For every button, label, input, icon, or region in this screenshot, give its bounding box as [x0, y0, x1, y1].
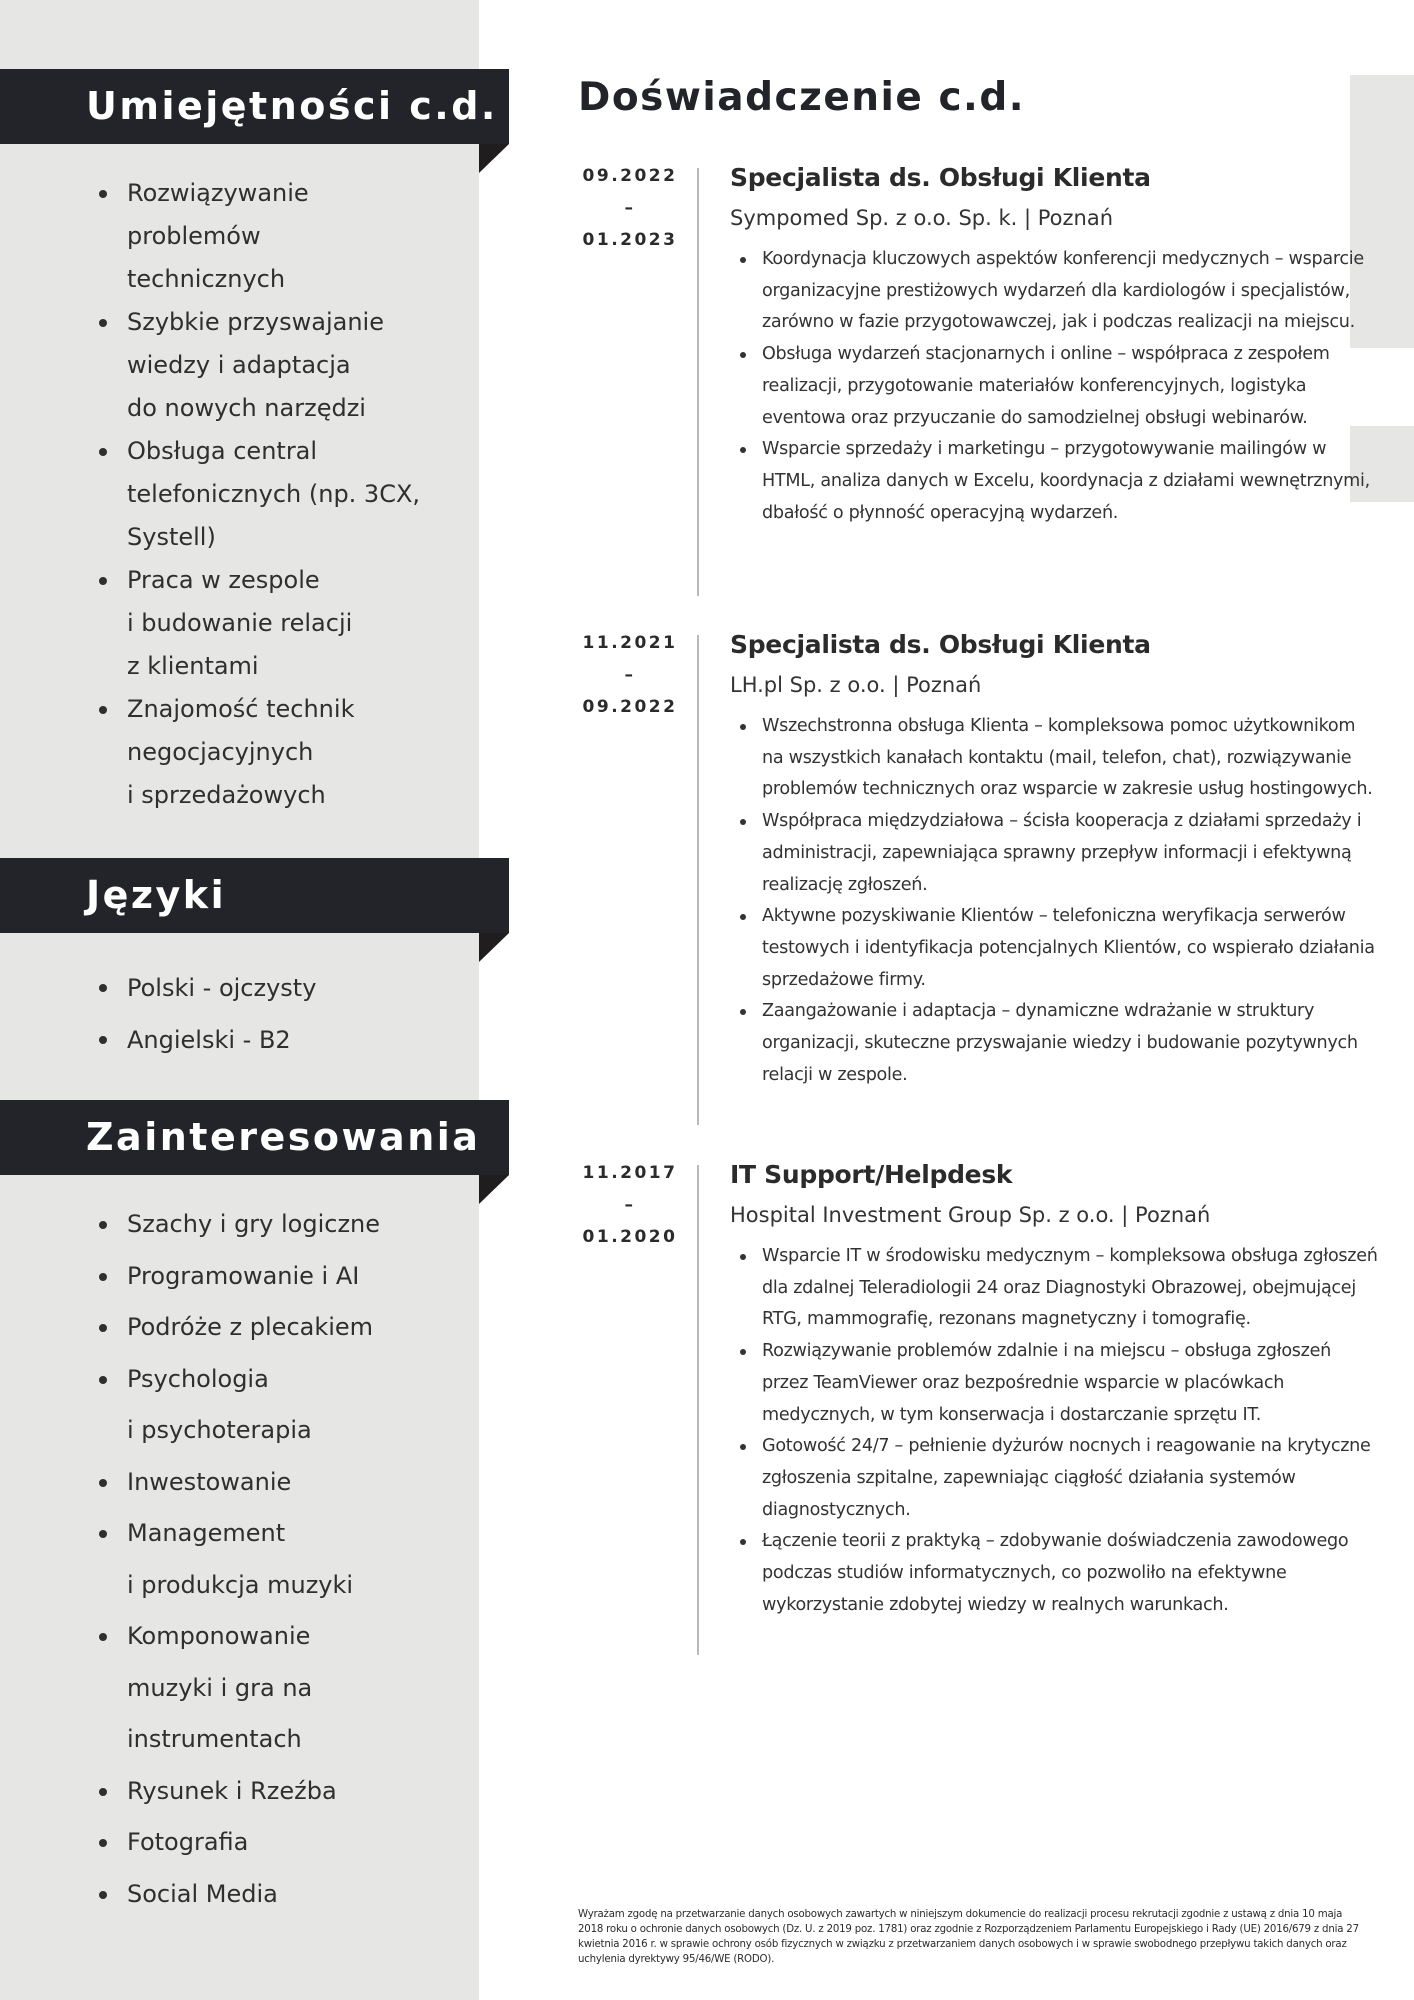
skill-item: Praca w zespole i budowanie relacji z klientami: [0, 559, 427, 688]
job-bullet: Wszechstronna obsługa Klienta – kompleksowa pomoc użytkownikom na wszystkich kanałach kontaktu (mail, telefon, chat), rozwiązywanie problemów technicznych oraz wsparcie w zakresie usług hostingowych.: [730, 711, 1380, 806]
skill-item: Obsługa central telefonicznych (np. 3CX, Systell): [0, 430, 427, 559]
job-bullets: [730, 711, 1380, 1091]
interest-item: Management i produkcja muzyki: [0, 1508, 427, 1611]
ribbon-fold-decoration: [479, 1175, 509, 1204]
languages-list: [0, 962, 427, 1066]
skill-item: Szybkie przyswajanie wiedzy i adaptacja do nowych narzędzi: [0, 301, 427, 430]
interest-item: Inwestowanie: [0, 1457, 427, 1509]
date-to: 01.2023: [582, 230, 678, 250]
job-bullet: Wsparcie IT w środowisku medycznym – kompleksowa obsługa zgłoszeń dla zdalnej Teleradiologii 24 oraz Diagnostyki Obrazowej, obejmującej RTG, mammografię, rezonans magnetyczny i tomografię.: [730, 1241, 1380, 1336]
ribbon-fold-decoration: [479, 933, 509, 962]
job-bullet: Koordynacja kluczowych aspektów konferencji medycznych – wsparcie organizacyjne prestiżowych wydarzeń dla kardiologów i specjalistów, zarówno w fazie przygotowawczej, jak i podczas realizacji na miejscu.: [730, 244, 1380, 339]
job-company: Sympomed Sp. z o.o. Sp. k. | Poznań: [730, 206, 1114, 230]
date-from: 09.2022: [582, 166, 678, 186]
skill-item: Znajomość technik negocjacyjnych i sprzedażowych: [0, 688, 427, 817]
ribbon-fold-decoration: [479, 144, 509, 173]
interest-item: Programowanie i AI: [0, 1251, 427, 1303]
date-to: 09.2022: [582, 697, 678, 717]
interest-item: Komponowanie muzyki i gra na instrumentach: [0, 1611, 427, 1766]
timeline-line: [697, 1165, 699, 1655]
job-company: LH.pl Sp. z o.o. | Poznań: [730, 673, 982, 697]
interest-item: Psychologia i psychoterapia: [0, 1354, 427, 1457]
job-bullets: [730, 244, 1380, 529]
interest-item: Fotografia: [0, 1817, 427, 1869]
interest-item: Social Media: [0, 1869, 427, 1921]
job-bullets: [730, 1241, 1380, 1621]
interest-item: Podróże z plecakiem: [0, 1302, 427, 1354]
interest-item: Szachy i gry logiczne: [0, 1199, 427, 1251]
job-title: Specjalista ds. Obsługi Klienta: [730, 630, 1151, 659]
job-dates: [560, 1157, 700, 1253]
date-separator: –: [624, 1195, 636, 1215]
date-from: 11.2021: [582, 633, 678, 653]
date-separator: –: [624, 665, 636, 685]
job-bullet: Łączenie teorii z praktyką – zdobywanie doświadczenia zawodowego podczas studiów informatycznych, co pozwoliło na efektywne wykorzystanie zdobytej wiedzy w realnych warunkach.: [730, 1526, 1380, 1621]
job-details: [730, 160, 1380, 529]
job-title: IT Support/Helpdesk: [730, 1160, 1013, 1189]
job-title: Specjalista ds. Obsługi Klienta: [730, 163, 1151, 192]
job-bullet: Gotowość 24/7 – pełnienie dyżurów nocnych i reagowanie na krytyczne zgłoszenia szpitalne, zapewniając ciągłość działania systemów diagnostycznych.: [730, 1431, 1380, 1526]
interests-section-header: Zainteresowania: [0, 1100, 509, 1175]
timeline-line: [697, 168, 699, 596]
skills-section-header: Umiejętności c.d.: [0, 69, 509, 144]
job-bullet: Wsparcie sprzedaży i marketingu – przygotowywanie mailingów w HTML, analiza danych w Excelu, koordynacja z działami wewnętrznymi, dbałość o płynność operacyjną wydarzeń.: [730, 434, 1380, 529]
job-details: [730, 627, 1380, 1091]
date-separator: –: [624, 198, 636, 218]
gdpr-consent-clause: Wyrażam zgodę na przetwarzanie danych osobowych zawartych w niniejszym dokumencie do realizacji procesu rekrutacji zgodnie z ustawą z dnia 10 maja 2018 roku o ochronie danych osobowych (Dz. U. z 2019 poz. 1781) oraz zgodnie z Rozporządzeniem Parlamentu Europejskiego i Rady (UE) 2016/679 z dnia 27 kwietnia 2016 r. w sprawie ochrony osób fizycznych w związku z przetwarzaniem danych osobowych i w sprawie swobodnego przepływu takich danych oraz uchylenia dyrektywy 95/46/WE (RODO).: [578, 1909, 1359, 1965]
job-details: [730, 1157, 1380, 1621]
job-bullet: Rozwiązywanie problemów zdalnie i na miejscu – obsługa zgłoszeń przez TeamViewer oraz bezpośrednie wsparcie w placówkach medycznych, w tym konserwacja i dostarczanie sprzętu IT.: [730, 1336, 1380, 1431]
job-bullet: Obsługa wydarzeń stacjonarnych i online – współpraca z zespołem realizacji, przygotowanie materiałów konferencyjnych, logistyka eventowa oraz przyuczanie do samodzielnej obsługi webinarów.: [730, 339, 1380, 434]
interests-list: [0, 1199, 427, 1920]
job-bullet: Współpraca międzydziałowa – ścisła kooperacja z działami sprzedaży i administracji, zapewniająca sprawny przepływ informacji i efektywną realizację zgłoszeń.: [730, 806, 1380, 901]
experience-section-title: Doświadczenie c.d.: [578, 75, 1026, 120]
skill-item: Rozwiązywanie problemów technicznych: [0, 172, 427, 301]
job-bullet: Aktywne pozyskiwanie Klientów – telefoniczna weryfikacja serwerów testowych i identyfikacja potencjalnych Klientów, co wspierało działania sprzedażowe firmy.: [730, 901, 1380, 996]
language-item: Polski - ojczysty: [0, 962, 427, 1014]
interest-item: Rysunek i Rzeźba: [0, 1766, 427, 1818]
languages-section-header: Języki: [0, 858, 509, 933]
job-company: Hospital Investment Group Sp. z o.o. | Poznań: [730, 1203, 1211, 1227]
language-item: Angielski - B2: [0, 1014, 427, 1066]
skills-list: [0, 172, 427, 817]
timeline-line: [697, 635, 699, 1125]
job-dates: [560, 627, 700, 723]
job-bullet: Zaangażowanie i adaptacja – dynamiczne wdrażanie w struktury organizacji, skuteczne przyswajanie wiedzy i budowanie pozytywnych relacji w zespole.: [730, 996, 1380, 1091]
date-to: 01.2020: [582, 1227, 678, 1247]
job-dates: [560, 160, 700, 256]
date-from: 11.2017: [582, 1163, 678, 1183]
